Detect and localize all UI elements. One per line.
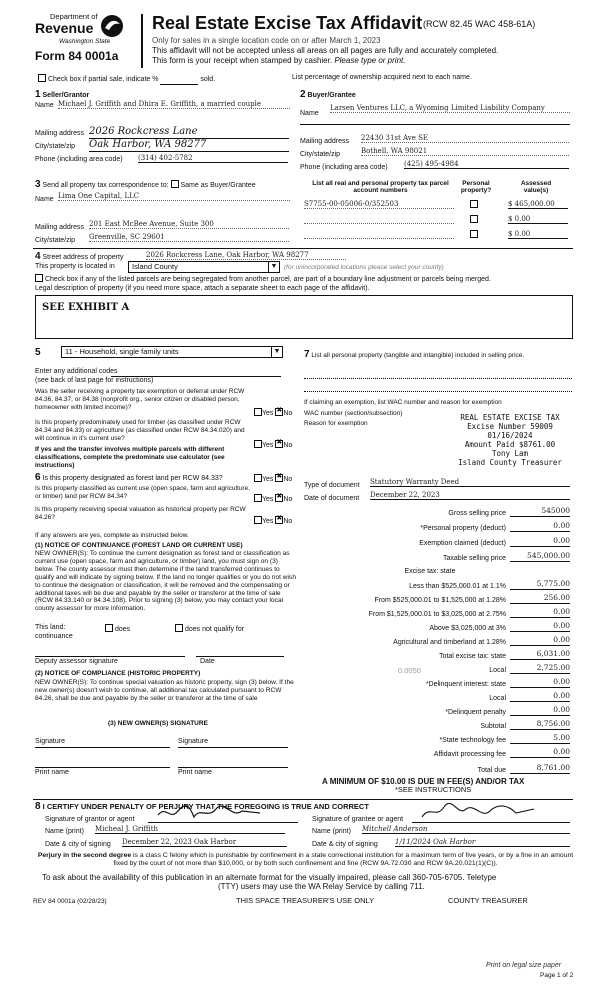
- s5-q1-yes-checkbox[interactable]: [254, 408, 262, 416]
- stamp-line: REAL ESTATE EXCISE TAX: [460, 413, 560, 422]
- partial-sale-checkbox[interactable]: [38, 74, 46, 82]
- s6-q2-answer: Yes ✖ No: [254, 494, 292, 504]
- codes-note: (see back of last page for instructions): [35, 377, 154, 384]
- buyer-mail[interactable]: 22430 31st Ave SE: [361, 134, 569, 143]
- corr-name[interactable]: Lima One Capital, LLC: [58, 192, 290, 201]
- wac-label: WAC number (section/subsection): [304, 410, 403, 417]
- s6-q3-answer: Yes ✖ No: [254, 516, 292, 526]
- calc-value[interactable]: 2,725.00: [510, 664, 570, 674]
- s6-q4: If any answers are yes, complete as instructed below.: [35, 532, 189, 539]
- s1-name-label: Name: [35, 102, 54, 109]
- assessed-value-1[interactable]: $ 465,000.00: [508, 200, 568, 209]
- legal-description-box[interactable]: [35, 295, 573, 339]
- s6-q3-yes-checkbox[interactable]: [254, 516, 262, 524]
- s6-q2-yes-checkbox[interactable]: [254, 494, 262, 502]
- calc-label: *Delinquent interest: state: [425, 681, 506, 688]
- personal-checkbox-2[interactable]: [470, 215, 478, 223]
- header-line-1: Only for sales in a single location code on or after March 1, 2023: [152, 36, 381, 45]
- calc-value[interactable]: 545000: [510, 507, 570, 517]
- s6-q1-answer: Yes ✖ No: [254, 474, 292, 484]
- deputy-sig-label: Deputy assessor signature: [35, 658, 118, 665]
- seller-name[interactable]: Michael J. Griffith and Dhira E. Griffith, a married couple: [58, 100, 290, 109]
- county-note: (for unincorporated locations please select your county): [284, 264, 444, 271]
- owner-sig-label-2: Signature: [178, 738, 208, 745]
- legal-description: SEE EXHIBIT A: [42, 302, 130, 313]
- grantee-name[interactable]: Mitchell Anderson: [362, 825, 570, 834]
- s6-q1-no-checkbox[interactable]: [275, 474, 283, 482]
- document-date[interactable]: December 22, 2023: [370, 491, 570, 500]
- does-not-option: does not qualify for: [175, 624, 244, 634]
- calc-label: Less than $525,000.01 at 1.1%: [409, 583, 506, 590]
- calc-label: Gross selling price: [448, 510, 506, 517]
- property-address[interactable]: 2026 Rockcress Lane, Oak Harbor, WA 98277: [146, 251, 346, 260]
- treasurer-space: THIS SPACE TREASURER'S USE ONLY: [236, 896, 375, 905]
- calc-label: Affidavit processing fee: [433, 751, 506, 758]
- stamp-line: 01/16/2024: [487, 431, 533, 440]
- s1-city-label: City/state/zip: [35, 143, 76, 150]
- notice2-text: NEW OWNER(S): To continue special valuation as historic property, sign (3) below. If the new owner(s) doesn't wish to continue, all additional tax calculated pursuant to RCW 84.26, shall be due and payable by the seller or transferor at the time of sale: [35, 679, 294, 702]
- calc-label: Local: [489, 667, 506, 674]
- doctype-label: Type of document: [304, 482, 360, 489]
- certification: 8 I CERTIFY UNDER PENALTY OF PERJURY THAT THE FOREGOING IS TRUE AND CORRECT: [35, 801, 369, 812]
- land-qualify: This land:: [35, 624, 66, 631]
- calc-value[interactable]: 0.00: [510, 706, 570, 716]
- county-value: Island County: [132, 262, 178, 271]
- land-use-select[interactable]: [61, 346, 283, 358]
- location-label: This property is located in: [35, 263, 115, 270]
- logo-org: Revenue: [35, 20, 94, 36]
- corr-city[interactable]: Greenville, SC 29601: [89, 233, 289, 242]
- calc-value[interactable]: 0.00: [510, 608, 570, 618]
- notice1-heading: (1) NOTICE OF CONTINUANCE (FOREST LAND OR CURRENT USE): [35, 542, 243, 549]
- calc-label: *Personal property (deduct): [420, 525, 506, 532]
- s1-phone-label: Phone (including area code): [35, 156, 123, 163]
- owner-sig-label-1: Signature: [35, 738, 65, 745]
- s5-num: 5: [35, 347, 41, 358]
- calc-value[interactable]: 545,000.00: [510, 552, 570, 562]
- s7-label: 7 List all personal property (tangible and intangible) included in selling price.: [304, 349, 525, 360]
- grantor-name-label: Name (print): [45, 828, 84, 835]
- legal-paper-note: Print on legal size paper: [486, 962, 562, 969]
- s6-q1-yes-checkbox[interactable]: [254, 474, 262, 482]
- grantee-name-label: Name (print): [312, 828, 351, 835]
- form-title: Real Estate Excise Tax Affidavit: [152, 13, 423, 33]
- logo-state: Washington State: [59, 38, 111, 45]
- treasurer-stamp: [440, 413, 580, 467]
- s2-city-label: City/state/zip: [300, 151, 341, 158]
- s3-heading: 3 Send all property tax correspondence to: Same as Buyer/Grantee: [35, 179, 256, 190]
- segregation-note: Check box if any of the listed parcels are being segregated from another parcel, are part of a boundary line adjustment or parcels being merged.: [35, 274, 491, 284]
- owner-print-label-2: Print name: [178, 769, 212, 776]
- calc-value[interactable]: 6,031.00: [510, 650, 570, 660]
- s3-city-label: City/state/zip: [35, 237, 76, 244]
- exemption-note: If claiming an exemption, list WAC number and reason for exemption: [304, 399, 502, 406]
- calc-label: Agricultural and timberland at 1.28%: [393, 639, 506, 646]
- same-as-buyer-checkbox[interactable]: [171, 180, 179, 188]
- owner-print-label-1: Print name: [35, 769, 69, 776]
- segregation-checkbox[interactable]: [35, 274, 43, 282]
- document-type[interactable]: Statutory Warranty Deed: [370, 478, 570, 487]
- form-rcw: (RCW 82.45 WAC 458-61A): [423, 19, 536, 29]
- calc-value[interactable]: 0.00: [510, 622, 570, 632]
- s1-mail-label: Mailing address: [35, 130, 85, 137]
- docdate-label: Date of document: [304, 495, 360, 502]
- calc-label: Taxable selling price: [442, 555, 506, 562]
- s5-q2-no-checkbox[interactable]: [275, 440, 283, 448]
- s3-mail-label: Mailing address: [35, 224, 85, 231]
- s6-q3-no-checkbox[interactable]: [275, 516, 283, 524]
- calc-value[interactable]: 5.00: [510, 734, 570, 744]
- does-not-checkbox[interactable]: [175, 624, 183, 632]
- stamp-line: Excise Number 59009: [467, 422, 553, 431]
- stamp-line: Tony Lam: [491, 449, 529, 458]
- grantor-date[interactable]: December 22, 2023 Oak Harbor: [122, 838, 287, 847]
- s5-q2-yes-checkbox[interactable]: [254, 440, 262, 448]
- partial-sale: Check box if partial sale, indicate % sold.: [38, 74, 215, 85]
- calc-value[interactable]: 8,761.00: [510, 764, 570, 774]
- s5-q2-answer: Yes ✖ No: [254, 440, 292, 450]
- calc-value[interactable]: 0.00: [510, 678, 570, 688]
- buyer-city[interactable]: Bothell, WA 98021: [361, 147, 569, 156]
- s6-q2: Is this property classified as current use (open space, farm and agriculture, or timber) land per RCW 84.34?: [35, 485, 250, 500]
- deputy-date-label: Date: [200, 658, 215, 665]
- calc-label: Total excise tax: state: [439, 653, 506, 660]
- county-treasurer: COUNTY TREASURER: [448, 896, 528, 905]
- notice2-heading: (2) NOTICE OF COMPLIANCE (HISTORIC PROPERTY): [35, 670, 201, 677]
- chevron-down-icon[interactable]: ▼: [271, 347, 282, 357]
- s5-q1-answer: Yes ✖ No: [254, 408, 292, 418]
- does-option: does: [105, 624, 130, 634]
- form-number: Form 84 0001a: [35, 49, 119, 63]
- codes-input[interactable]: [111, 368, 281, 377]
- grantor-date-label: Date & city of signing: [45, 841, 111, 848]
- grantor-signature-mark: [156, 805, 266, 821]
- s6-q3: Is this property receiving special valuation as historical property per RCW 84.26?: [35, 506, 246, 521]
- s3-name-label: Name: [35, 196, 54, 203]
- calc-label: Exemption claimed (deduct): [419, 540, 506, 547]
- calc-label: *State technology fee: [439, 737, 506, 744]
- seller-city[interactable]: Oak Harbor, WA 98277: [89, 139, 289, 152]
- header-line-3: This form is your receipt when stamped by cashier. Please type or print.: [152, 56, 406, 65]
- calc-label: Subtotal: [480, 723, 506, 730]
- s2-name-label: Name: [300, 110, 319, 117]
- grantee-signature[interactable]: [412, 809, 570, 823]
- see-instructions: *SEE INSTRUCTIONS: [395, 785, 472, 794]
- logo-dept: Department of: [50, 12, 98, 21]
- calc-value[interactable]: 0.00: [510, 522, 570, 532]
- chevron-down-icon[interactable]: ▼: [268, 262, 279, 272]
- alt-format-1: To ask about the availability of this publication in an alternate format for the visually impaired, please call 360-705-6705. Teletype: [42, 873, 497, 882]
- calc-value[interactable]: 0.00: [510, 537, 570, 547]
- county-select[interactable]: [128, 261, 280, 273]
- grantee-date-label: Date & city of signing: [312, 841, 378, 848]
- calc-value[interactable]: 8,756.00: [510, 720, 570, 730]
- calc-value[interactable]: 256.00: [510, 594, 570, 604]
- perjury-notice: Perjury in the second degree is a class C felony which is punishable by confinement in a state correctional institution for a maximum term of five years, or by a fine in an amount fixed by the court of not more than $10,000, or by both such confinement and fine (RCW 9A.72.030 and RCW 9A.20.021(1)(C)).: [37, 852, 574, 868]
- s6-q2-no-checkbox[interactable]: [275, 494, 283, 502]
- grantee-date[interactable]: 1/11/2024 Oak Harbor: [395, 838, 570, 847]
- buyer-phone[interactable]: (425) 495-4984: [404, 160, 569, 169]
- grantor-name[interactable]: Micheal J. Griffith: [95, 825, 285, 834]
- grantor-sig-label: Signature of grantor or agent: [45, 816, 135, 823]
- parcel-heading: List all real and personal property tax parcel account numbers: [312, 180, 449, 195]
- land-use-value: 11 - Household, single family units: [65, 347, 179, 356]
- buyer-name[interactable]: Larsen Ventures LLC, a Wyoming Limited Liability Company: [330, 104, 570, 113]
- local-rate: 0.0050: [398, 666, 421, 675]
- assessed-value-3[interactable]: $ 0.00: [508, 230, 568, 239]
- s5-q1: Was the seller receiving a property tax exemption or deferral under RCW 84.36, 84.37, or 84.38 (nonprofit org., senior citizen or disabled person, homeowner with limited income)?: [35, 388, 245, 411]
- notice3-heading: (3) NEW OWNER(S) SIGNATURE: [108, 720, 208, 727]
- reason-label: Reason for exemption: [304, 420, 368, 427]
- calc-label: From $1,525,000.01 to $3,025,000 at 2.75%: [368, 611, 506, 618]
- parcel-number-1[interactable]: S7755-00-05006-0/352503: [304, 200, 454, 209]
- s5-q2: Is this property predominately used for timber (as classified under RCW 84.34 and 84.33) or agriculture (as classified under RCW 84.34.020) and will continue in it's current use?: [35, 419, 245, 442]
- calc-label: Above $3,025,000 at 3%: [429, 625, 506, 632]
- s4-label: 4 Street address of property: [35, 251, 124, 262]
- s2-heading: 2 Buyer/Grantee: [300, 89, 356, 100]
- grantee-signature-mark: [418, 803, 538, 821]
- ownership-note: List percentage of ownership acquired next to each name.: [292, 74, 472, 81]
- page-number: Page 1 of 2: [540, 972, 574, 979]
- assessed-heading: Assessed value(s): [520, 180, 552, 195]
- continuance-label: continuance: [35, 633, 73, 640]
- personal-checkbox-1[interactable]: [470, 200, 478, 208]
- assessed-value-2[interactable]: $ 0.00: [508, 215, 568, 224]
- codes-label: Enter any additional codes: [35, 368, 118, 375]
- s6-q1: 6 Is this property designated as forest land per RCW 84.33?: [35, 472, 223, 483]
- legal-label: Legal description of property (if you need more space, attach a separate sheet to each page of the affidavit).: [35, 285, 370, 292]
- s2-mail-label: Mailing address: [300, 138, 350, 145]
- s5-q2b: If yes and the transfer involves multiple parcels with different classifications, complete the predominate use calculator (see instructions): [35, 446, 225, 469]
- seller-phone[interactable]: (314) 402-5782: [138, 154, 288, 163]
- calc-label: Excise tax: state: [404, 568, 456, 575]
- header-line-2: This affidavit will not be accepted unless all areas on all pages are fully and accurately completed.: [152, 46, 499, 55]
- calc-value[interactable]: 0.00: [510, 748, 570, 758]
- s5-q1-no-checkbox[interactable]: [275, 408, 283, 416]
- s1-heading: 1 Seller/Grantor: [35, 89, 90, 100]
- s2-phone-label: Phone (including area code): [300, 164, 388, 171]
- grantor-signature[interactable]: [148, 809, 298, 823]
- calc-label: Local: [489, 695, 506, 702]
- rev-number: REV 84 0001a (02/28/23): [33, 898, 107, 905]
- alt-format-2: (TTY) users may use the WA Relay Service by calling 711.: [218, 882, 425, 891]
- calc-label: From $525,000.01 to $1,525,000 at 1.28%: [374, 597, 506, 604]
- calc-value[interactable]: 5,775.00: [510, 580, 570, 590]
- grantee-sig-label: Signature of grantee or agent: [312, 816, 404, 823]
- does-checkbox[interactable]: [105, 624, 113, 632]
- notice1-text: NEW OWNER(S): To continue the current designation as forest land or classification as current use (open space, farm and agriculture, or timber) land, you must sign on (3) below. The county assessor must then determine if the land transferred continues to qualify and will indicate by signing below. If the land no longer qualifies or you do not wish to continue the designation or classification, it will be removed and the compensating or additional taxes will be due and payable by the seller or transferor at the time of sale (RCW 84.33.140 or 84.34.108). Prior to signing (3) below, you may contact your local county assessor for more information.: [35, 550, 296, 613]
- seller-mail[interactable]: 2026 Rockcress Lane: [89, 126, 289, 139]
- stamp-line: Island County Treasurer: [458, 458, 562, 467]
- personal-checkbox-3[interactable]: [470, 230, 478, 238]
- revenue-swirl-icon: [99, 14, 125, 38]
- calc-label: Total due: [477, 767, 506, 774]
- calc-value[interactable]: 0.00: [510, 636, 570, 646]
- personal-heading: Personal property?: [460, 180, 492, 195]
- stamp-line: Amount Paid $8761.00: [464, 440, 556, 449]
- calc-label: *Delinquent penalty: [445, 709, 506, 716]
- calc-value[interactable]: 0.00: [510, 692, 570, 702]
- corr-mail[interactable]: 201 East McBee Avenue, Suite 300: [89, 220, 289, 229]
- minimum-due: A MINIMUM OF $10.00 IS DUE IN FEE(S) AND/OR TAX: [322, 777, 525, 786]
